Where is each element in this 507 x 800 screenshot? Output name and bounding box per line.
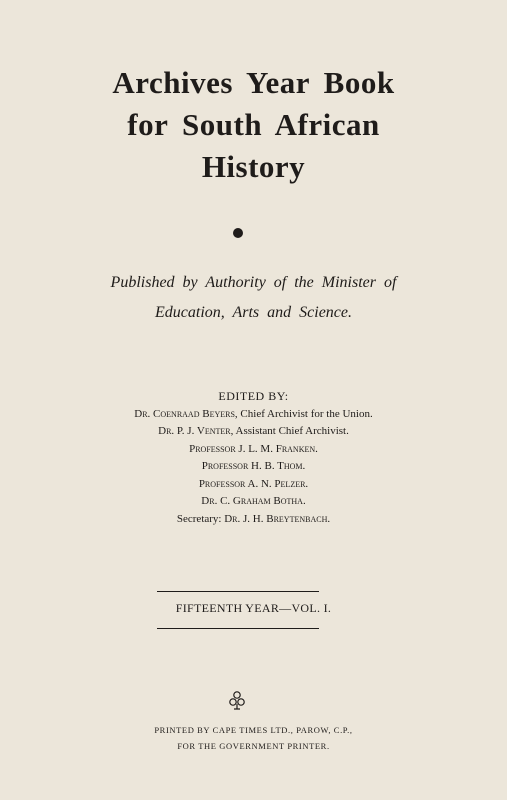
volume-rule-top	[157, 591, 319, 592]
editor-name: Dr. P. J. Venter	[158, 425, 231, 437]
book-title-line-3: History	[201, 149, 306, 184]
publication-authority-line-1: Published by Authority of the Minister of	[110, 274, 397, 291]
printer-imprint-line-1: PRINTED BY CAPE TIMES LTD., PAROW, C.P.,	[154, 725, 353, 735]
editor-entry	[0, 493, 507, 511]
editor-prefix: Secretary:	[176, 512, 225, 525]
book-title	[0, 62, 507, 188]
publication-authority-line-2: Education, Arts and Science.	[155, 304, 352, 321]
publication-authority	[0, 268, 507, 328]
editor-role: , Chief Archivist for the Union.	[234, 407, 373, 420]
printer-emblem-icon	[227, 690, 247, 710]
editor-name: Dr. J. H. Breytenbach.	[224, 512, 331, 525]
editor-entry	[0, 406, 507, 424]
volume-rule-bottom	[157, 628, 319, 629]
volume-label: FIFTEENTH YEAR—VOL. I.	[175, 601, 332, 615]
editor-name: Dr. Coenraad Beyers	[134, 407, 235, 420]
editor-entry	[0, 423, 507, 441]
editor-name: Professor A. N. Pelzer.	[198, 477, 309, 490]
bullet-ornament	[233, 228, 243, 238]
editor-entry	[0, 441, 507, 459]
editor-name: Professor J. L. M. Franken.	[189, 442, 318, 455]
book-title-line-2: for South African	[127, 107, 380, 142]
editors-list	[0, 388, 507, 528]
editor-entry	[0, 511, 507, 529]
editor-role: , Assistant Chief Archivist.	[230, 425, 349, 437]
printer-imprint	[0, 722, 507, 754]
editor-name: Dr. C. Graham Botha.	[201, 495, 306, 507]
book-title-line-1: Archives Year Book	[112, 65, 395, 100]
editor-entry	[0, 458, 507, 476]
editor-name: Professor H. B. Thom.	[201, 460, 306, 472]
editor-entry	[0, 476, 507, 494]
edited-by-heading: EDITED BY:	[218, 389, 289, 403]
printer-imprint-line-2: FOR THE GOVERNMENT PRINTER.	[177, 741, 330, 751]
